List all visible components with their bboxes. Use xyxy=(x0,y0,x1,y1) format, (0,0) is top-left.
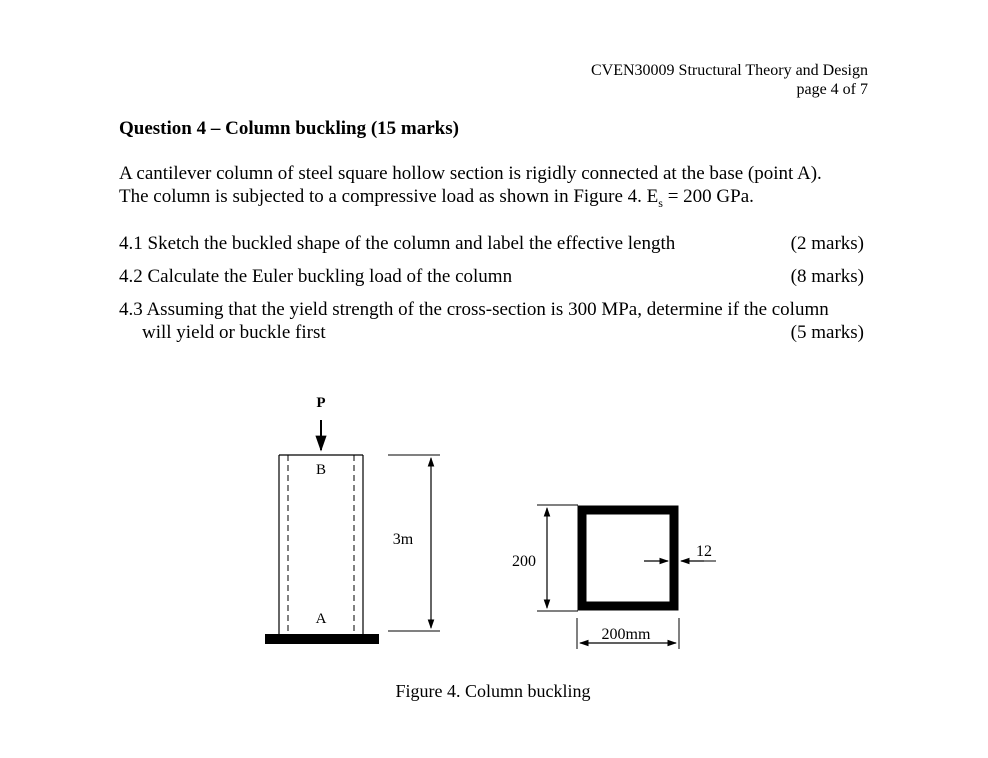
item-4-3: 4.3 Assuming that the yield strength of the cross-section is 300 MPa, determine if the column xyxy=(119,299,829,320)
point-b-label: B xyxy=(315,462,327,478)
page-number: page 4 of 7 xyxy=(796,81,868,98)
intro-line-2: The column is subjected to a compressive load as shown in Figure 4. $E_s = 200$ GPa. xyxy=(119,186,754,210)
thickness-label: 12 xyxy=(696,543,712,560)
item-4-2: 4.2 Calculate the Euler buckling load of the column xyxy=(119,266,513,287)
item-4-1-marks: (2 marks) xyxy=(790,233,864,254)
figure-caption: Figure 4. Column buckling xyxy=(395,681,591,701)
course-header: CVEN30009 Structural Theory and Design xyxy=(591,62,868,79)
cross-section xyxy=(582,510,674,606)
item-4-1: 4.1 Sketch the buckled shape of the column and label the effective length xyxy=(119,233,676,254)
item-4-3-marks: (5 marks) xyxy=(790,322,864,343)
question-title: Question 4 – Column buckling (15 marks) xyxy=(119,118,459,139)
height-label: 200 xyxy=(512,553,536,570)
width-label: 200mm xyxy=(601,626,651,643)
length-label: 3m xyxy=(392,531,414,548)
intro-line-1: A cantilever column of steel square hollow section is rigidly connected at the base (point A). xyxy=(119,163,822,184)
item-4-3-cont: will yield or buckle first xyxy=(142,322,326,343)
fixed-base xyxy=(265,634,379,644)
item-4-2-marks: (8 marks) xyxy=(790,266,864,287)
point-a-label: A xyxy=(315,611,327,627)
load-label: P xyxy=(316,395,326,411)
